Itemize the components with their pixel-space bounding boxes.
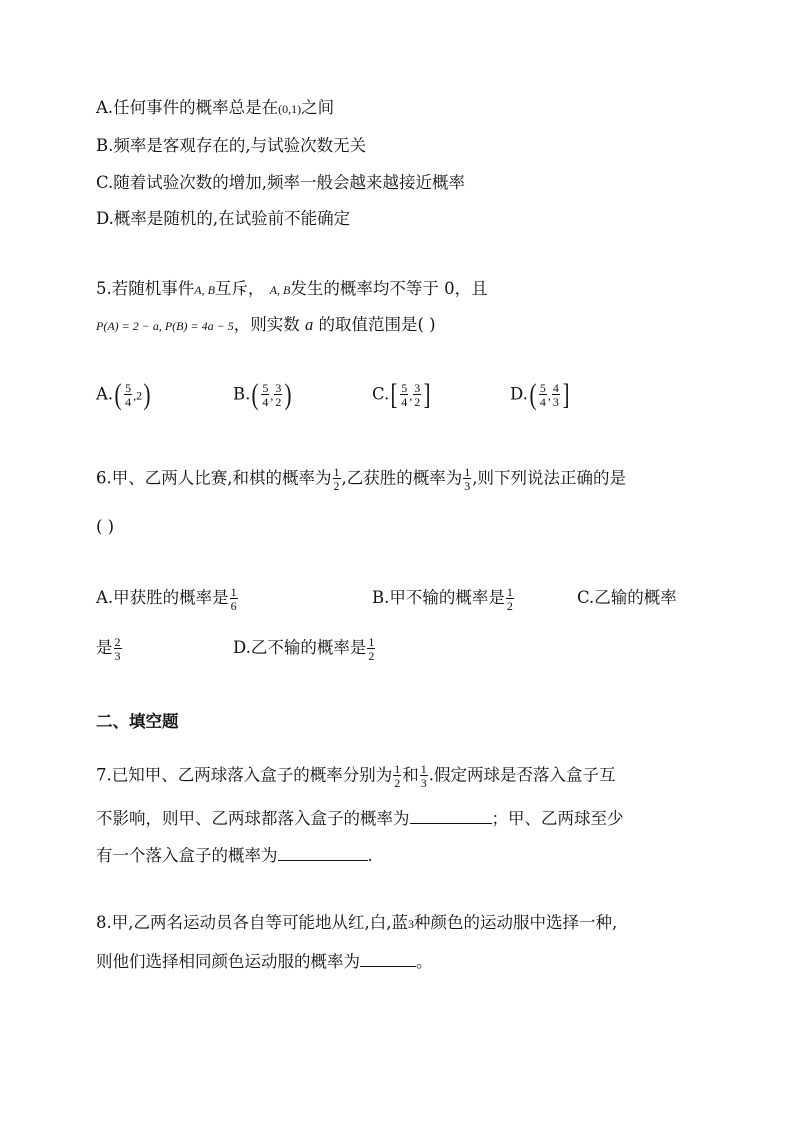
q8-stem-line1 xyxy=(96,915,617,932)
frac-denominator: 2 xyxy=(368,648,375,663)
frac-numerator: 5 xyxy=(401,381,408,395)
q8-line1b: 种颜色的运动服中选择一种, xyxy=(413,913,618,932)
q5-option-d xyxy=(510,380,571,410)
q5-option-a-value2: 2 xyxy=(136,388,143,403)
q5-mid3: ，则实数 xyxy=(233,315,300,334)
frac-numerator: 1 xyxy=(333,465,340,479)
q4-option-b: B.频率是客观存在的,与试验次数无关 xyxy=(96,136,367,155)
frac-numerator: 2 xyxy=(114,634,121,649)
q5-option-d-fraction1 xyxy=(539,382,547,408)
q6-stem-line1 xyxy=(96,466,626,492)
q5-option-a-fraction xyxy=(124,382,132,408)
q5-events-2: A, B xyxy=(269,283,291,297)
frac-numerator: 3 xyxy=(275,381,282,395)
q5-formula: P(A) = 2 − a, P(B) = 4a − 5 xyxy=(96,319,234,333)
frac-denominator: 3 xyxy=(420,776,427,790)
comma: , xyxy=(270,388,274,403)
q6-option-a xyxy=(96,584,239,612)
comma: , xyxy=(547,388,551,403)
q6-option-d-text: D.乙不输的概率是 xyxy=(233,638,367,657)
q5-option-a-label: A. xyxy=(96,384,114,404)
q5-option-b-right-bracket: ) xyxy=(284,378,292,411)
q6-fraction-win xyxy=(463,466,471,492)
frac-denominator: 3 xyxy=(552,395,559,409)
q6-option-b-fraction xyxy=(506,586,514,612)
q8-answer-blank[interactable] xyxy=(360,952,416,967)
q5-option-c-left-bracket: [ xyxy=(390,378,398,411)
q6-option-b-text: B.甲不输的概率是 xyxy=(372,588,505,607)
q6-option-c: C.乙输的概率 xyxy=(577,588,677,607)
q5-option-c-fraction2 xyxy=(413,382,421,408)
q4-option-d: D.概率是随机的,在试验前不能确定 xyxy=(96,209,351,228)
frac-numerator: 5 xyxy=(262,381,269,395)
q5-mid1: 互斥， xyxy=(214,279,265,298)
frac-numerator: 3 xyxy=(414,381,421,395)
q6-answer-paren: ( ) xyxy=(96,517,115,536)
q7-line2a: 不影响，则甲、乙两球都落入盒子的概率为 xyxy=(96,809,410,828)
q5-option-a xyxy=(96,380,152,410)
comma: , xyxy=(409,388,413,403)
q8-stem-line2 xyxy=(96,952,433,971)
q6-text2: ,乙获胜的概率为 xyxy=(341,468,463,488)
frac-denominator: 4 xyxy=(401,395,408,409)
q7-fraction2 xyxy=(420,763,428,789)
q6-option-a-text: A.甲获胜的概率是 xyxy=(96,588,229,607)
q6-option-c-fraction xyxy=(114,636,122,662)
frac-numerator: 1 xyxy=(230,584,237,599)
frac-denominator: 6 xyxy=(230,598,237,613)
q5-option-c xyxy=(372,380,432,410)
frac-numerator: 5 xyxy=(539,381,546,395)
frac-numerator: 1 xyxy=(464,465,471,479)
comma: , xyxy=(133,388,137,403)
q6-option-c-text2: 是 xyxy=(96,638,113,657)
q5-events: A, B xyxy=(194,283,215,297)
q6-option-a-fraction xyxy=(230,586,238,612)
q4-option-a xyxy=(96,100,334,117)
frac-numerator: 1 xyxy=(394,762,401,776)
q7-line3b: . xyxy=(367,846,373,865)
q4-option-a-tail: 之间 xyxy=(301,98,335,117)
q8-number: 3 xyxy=(407,917,414,931)
frac-denominator: 4 xyxy=(262,395,269,409)
q7-line3a: 有一个落入盒子的概率为 xyxy=(96,846,278,865)
q5-prefix: 5.若随机事件 xyxy=(96,279,195,298)
q6-fraction-draw xyxy=(333,466,341,492)
section-heading-fill-in: 二、填空题 xyxy=(96,712,179,731)
q7-fraction1 xyxy=(393,763,401,789)
q5-option-a-left-bracket: ( xyxy=(114,378,122,411)
frac-numerator: 1 xyxy=(368,634,375,649)
q7-stem-line1 xyxy=(96,763,616,789)
frac-denominator: 2 xyxy=(333,479,340,493)
frac-numerator: 1 xyxy=(506,584,513,599)
frac-denominator: 2 xyxy=(394,776,401,790)
q4-option-a-interval: (0,1) xyxy=(278,102,302,116)
frac-numerator: 4 xyxy=(552,381,559,395)
q5-stem-line1 xyxy=(96,281,488,298)
q5-option-b-label: B. xyxy=(233,384,251,404)
q7-text1: 7.已知甲、乙两球落入盒子的概率分别为 xyxy=(96,765,393,785)
frac-denominator: 3 xyxy=(464,479,471,493)
q8-line1: 8.甲,乙两名运动员各自等可能地从红,白,蓝 xyxy=(96,913,408,932)
q5-tail: 的取值范围是( ) xyxy=(318,315,436,334)
frac-denominator: 2 xyxy=(414,395,421,409)
q6-option-b xyxy=(372,584,515,612)
q4-option-a-text: A.任何事件的概率总是在 xyxy=(96,98,279,117)
q7-stem-line2 xyxy=(96,809,624,828)
q7-line2b: ；甲、乙两球至少 xyxy=(491,809,624,828)
q5-option-b-fraction1 xyxy=(261,382,269,408)
frac-numerator: 5 xyxy=(125,381,132,395)
q6-option-c-cont xyxy=(96,634,123,662)
frac-denominator: 2 xyxy=(275,395,282,409)
q6-option-d xyxy=(233,634,376,662)
q5-option-c-right-bracket: ] xyxy=(423,378,431,411)
q4-option-c: C.随着试验次数的增加,频率一般会越来越接近概率 xyxy=(96,173,466,192)
q6-option-d-fraction xyxy=(367,636,375,662)
q7-text2: .假定两球是否落入盒子互 xyxy=(428,765,616,785)
frac-denominator: 4 xyxy=(539,395,546,409)
q5-option-d-label: D. xyxy=(510,384,528,404)
q6-text3: ,则下列说法正确的是 xyxy=(472,468,626,488)
q7-answer-blank-1[interactable] xyxy=(410,809,492,824)
frac-denominator: 4 xyxy=(125,395,132,409)
q8-line2: 则他们选择相同颜色运动服的概率为 xyxy=(96,952,360,971)
q5-option-c-label: C. xyxy=(372,384,390,404)
q5-stem-line2 xyxy=(96,317,436,334)
frac-denominator: 3 xyxy=(114,648,121,663)
q7-stem-line3 xyxy=(96,846,373,865)
q5-mid2: 发生的概率均不等于 0，且 xyxy=(290,279,488,298)
q7-and: 和 xyxy=(402,765,419,785)
frac-numerator: 1 xyxy=(420,762,427,776)
q8-line2b: 。 xyxy=(416,952,433,971)
q7-answer-blank-2[interactable] xyxy=(278,846,368,861)
q6-text1: 6.甲、乙两人比赛,和棋的概率为 xyxy=(96,468,332,488)
q5-option-d-left-bracket: ( xyxy=(529,378,537,411)
frac-denominator: 2 xyxy=(506,598,513,613)
q5-option-b xyxy=(233,380,293,410)
q5-variable: a xyxy=(304,315,314,334)
q5-option-d-right-bracket: ] xyxy=(562,378,570,411)
q5-option-b-fraction2 xyxy=(274,382,282,408)
q5-option-d-fraction2 xyxy=(552,382,560,408)
q5-option-a-right-bracket: ) xyxy=(143,378,151,411)
q5-option-c-fraction1 xyxy=(400,382,408,408)
q5-option-b-left-bracket: ( xyxy=(251,378,259,411)
